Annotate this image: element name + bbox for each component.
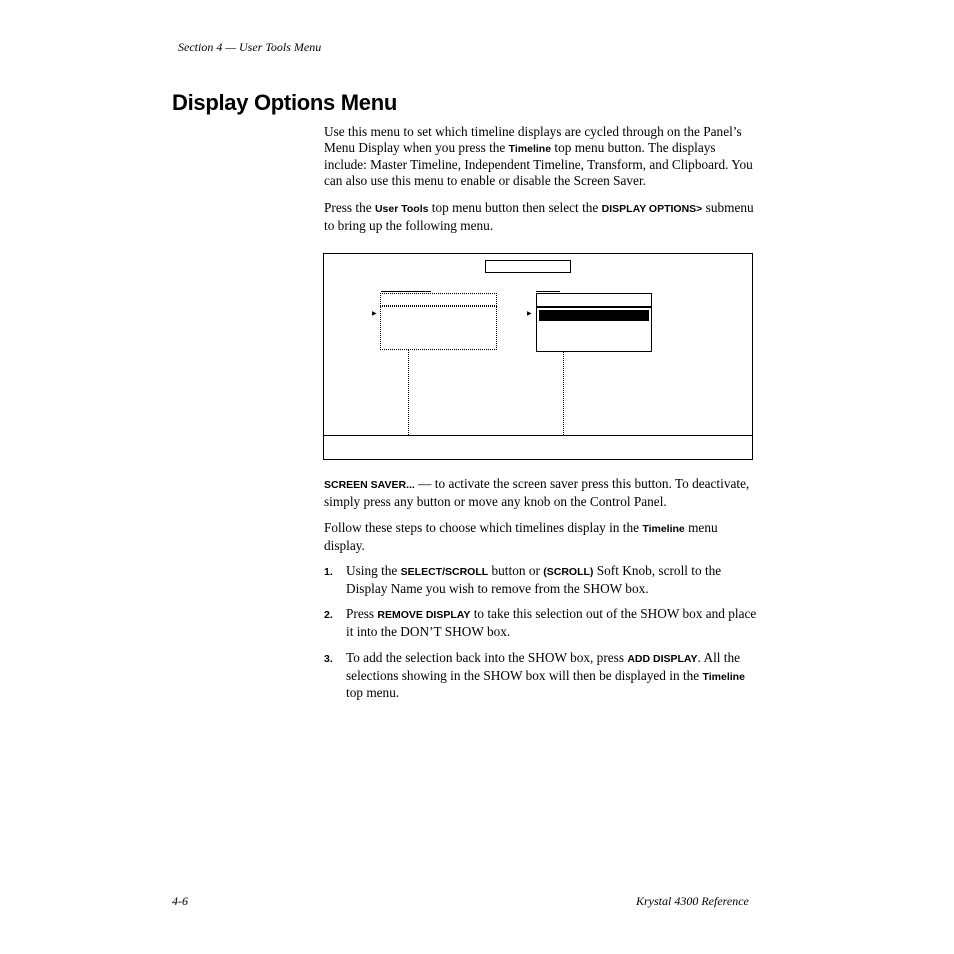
instruction-paragraph — [324, 200, 760, 233]
running-head: Section 4 — User Tools Menu — [178, 40, 322, 54]
timeline-keyword: Timeline — [642, 523, 685, 535]
step-text: . All the selections showing in the SHOW box will then be displayed in the — [346, 650, 741, 683]
selected-list-item[interactable] — [539, 310, 649, 321]
intro-paragraph — [324, 124, 760, 188]
knob-guide-line — [563, 352, 564, 435]
step-text: button or — [488, 563, 544, 578]
follow-text: Follow these steps to choose which timelines display in the — [324, 520, 643, 535]
step-text: to take this selection out of the SHOW box and place it into the DON’T SHOW box. — [346, 606, 757, 639]
timeline-keyword: Timeline — [702, 670, 745, 683]
intro-text: top menu button. The displays include: Master Timeline, Independent Timeline, Transform, and Clipboard. You can also use this menu to enable or disable the Screen Saver. — [324, 139, 753, 188]
scroll-keyword: (SCROLL) — [543, 566, 594, 578]
select-scroll-keyword: SELECT/SCROLL — [400, 566, 489, 578]
step-number: 3. — [324, 653, 333, 665]
step-text: Using the — [346, 563, 401, 578]
step-2 — [346, 606, 760, 639]
menu-illustration — [323, 253, 753, 460]
screen-saver-keyword: SCREEN SAVER... — [324, 479, 415, 491]
step-number: 2. — [324, 609, 333, 621]
page-title: Display Options Menu — [172, 90, 398, 115]
step-3 — [346, 650, 760, 701]
show-list[interactable] — [536, 307, 652, 352]
screen-saver-paragraph — [324, 476, 760, 509]
screen-saver-text: — to activate the screen saver press this button. To deactivate, simply press any button or move any knob on the Control Panel. — [324, 476, 750, 509]
step-text: Press — [346, 606, 378, 621]
timeline-keyword: Timeline — [508, 142, 552, 155]
list-label-underline — [536, 291, 560, 292]
follow-text: menu display. — [324, 520, 718, 553]
user-tools-keyword: User Tools — [374, 203, 429, 215]
pointer-arrow-icon: ▶ — [527, 311, 532, 317]
follow-paragraph — [324, 520, 760, 553]
page-number: 4-6 — [172, 894, 188, 908]
knob-guide-line — [408, 350, 409, 435]
list-header-box — [536, 293, 652, 307]
list-label-underline — [381, 291, 431, 292]
soft-button-bar-divider — [324, 435, 752, 436]
add-display-keyword: ADD DISPLAY — [627, 653, 698, 665]
book-title: Krystal 4300 Reference — [636, 894, 749, 908]
dont-show-list — [380, 306, 497, 350]
step-text: To add the selection back into the SHOW box, press — [346, 650, 628, 665]
display-options-keyword: DISPLAY OPTIONS> — [601, 203, 703, 215]
step-text: top menu. — [346, 685, 400, 701]
step-number: 1. — [324, 566, 333, 578]
remove-display-keyword: REMOVE DISPLAY — [377, 609, 471, 621]
list-header-box — [380, 293, 497, 306]
pointer-arrow-icon: ▶ — [372, 311, 377, 317]
menu-title-box — [485, 260, 571, 273]
instruction-text: submenu to bring up the following menu. — [324, 200, 754, 233]
intro-text: Use this menu to set which timeline displays are cycled through on the Panel’s Menu Display when you press the — [324, 124, 742, 155]
step-text: Soft Knob, scroll to the Display Name you wish to remove from the SHOW box. — [346, 563, 722, 596]
instruction-text: top menu button then select the — [428, 200, 602, 215]
step-1 — [346, 563, 760, 596]
instruction-text: Press the — [324, 200, 375, 215]
